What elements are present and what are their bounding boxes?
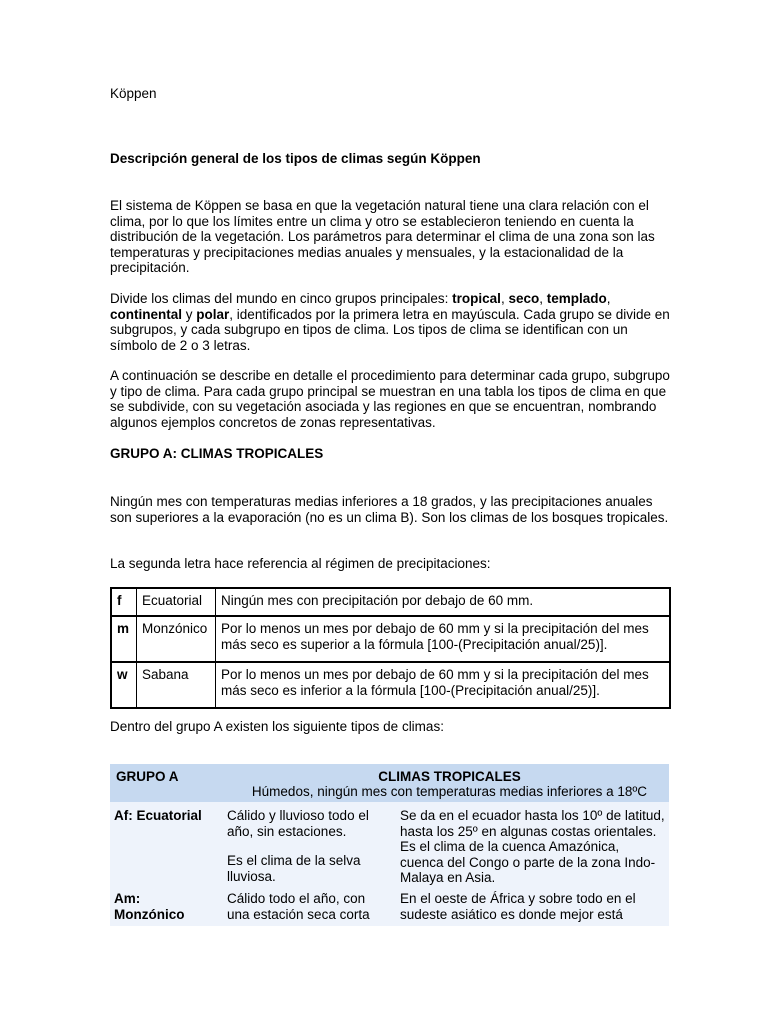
name-cell-text: Monzónico — [142, 621, 208, 636]
table-row — [111, 662, 670, 708]
name-cell: Ecuatorial — [137, 588, 216, 616]
document-title: Köppen — [110, 86, 157, 101]
climate-desc-af: Cálido y lluvioso todo el año, sin estaciones. — [227, 808, 369, 839]
section-heading: Descripción general de los tipos de climas según Köppen — [110, 151, 481, 166]
group-seco: seco — [508, 291, 540, 306]
code-cell: w — [111, 662, 137, 708]
group-a-heading: GRUPO A: CLIMAS TROPICALES — [110, 446, 324, 461]
climate-desc-am: Cálido todo el año, con una estación seca corta — [227, 891, 370, 922]
climate-table — [110, 764, 669, 926]
table-row — [111, 588, 670, 616]
group-templado: templado — [546, 291, 607, 306]
group-tropical: tropical — [452, 291, 501, 306]
code-cell: m — [111, 616, 137, 662]
desc-cell: Por lo menos un mes por debajo de 60 mm y si la precipitación del mes más seco es inferior a la fórmula [100-(Precipitación anual/25)]. — [216, 662, 671, 708]
precipitation-table — [110, 587, 671, 709]
climate-type-af: Af: Ecuatorial — [114, 808, 202, 823]
desc-cell: Por lo menos un mes por debajo de 60 mm y si la precipitación del mes más seco es superior a la fórmula [100-(Precipitación anual/25)]. — [216, 616, 671, 662]
paragraph-groups — [110, 291, 670, 353]
climate-region-am: En el oeste de África y sobre todo en el sudeste asiático es donde mejor está — [400, 891, 636, 922]
desc-cell: Ningún mes con precipitación por debajo de 60 mm. — [216, 588, 671, 616]
group-continental: continental — [110, 306, 183, 322]
sep: , — [539, 291, 547, 306]
code-cell: f — [111, 588, 137, 616]
climate-type-am: Am: Monzónico — [114, 891, 185, 922]
paragraph-procedure: A continuación se describe en detalle el procedimiento para determinar cada grupo, subgrupo y tipo de clima. Para cada grupo principal se muestran en una tabla los tipos de clima en que se subdivide, con su vegetación asociada y las regiones en que se encuentran, nombrando algunos ejemplos concretos de zonas representativas. — [110, 368, 670, 430]
climate-table-subtitle: Húmedos, ningún mes con temperaturas medias inferiores a 18ºC — [251, 784, 648, 799]
group-label: GRUPO A — [116, 769, 179, 784]
climate-region-af: Se da en el ecuador hasta los 10º de latitud, hasta los 25º en algunas costas orientales. Es el clima de la cuenca Amazónica, cuenca del Congo o parte de la zona Indo-Malaya en Asia. — [400, 808, 665, 885]
climate-desc2-af: Es el clima de la selva lluviosa. — [227, 853, 361, 884]
paragraph-group-a: Ningún mes con temperaturas medias inferiores a 18 grados, y las precipitaciones anuales son superiores a la evaporación (no es un clima B). Son los climas de los bosques tropicales. — [110, 494, 669, 525]
name-cell: Sabana — [137, 662, 216, 708]
group-polar: polar — [196, 306, 230, 322]
climate-table-title: CLIMAS TROPICALES — [378, 769, 521, 784]
table-row — [111, 616, 670, 662]
sep: y — [182, 306, 197, 322]
paragraph-second-letter: La segunda letra hace referencia al régimen de precipitaciones: — [110, 556, 491, 571]
sep: , — [500, 291, 509, 306]
name-cell — [137, 616, 216, 662]
paragraph-types: Dentro del grupo A existen los siguiente tipos de climas: — [110, 719, 444, 734]
paragraph-intro: El sistema de Köppen se basa en que la vegetación natural tiene una clara relación con el clima, por lo que los límites entre un clima y otro se establecieron teniendo en cuenta la distribución de la vegetación. Los parámetros para determinar el clima de una zona son las temperaturas y precipitaciones medias anuales y mensuales, y la estacionalidad de la precipitación. — [110, 198, 655, 275]
climate-table-header — [110, 764, 669, 802]
groups-text: Divide los climas del mundo en cinco grupos principales: — [110, 291, 453, 306]
sep: , — [606, 291, 611, 306]
groups-text-end: , identificados por la primera letra en mayúscula. Cada grupo se divide en subgrupos, y cada subgrupo en tipos de clima. Los tipos de clima se identifican con un símbolo de 2 o 3 letras. — [110, 306, 670, 353]
